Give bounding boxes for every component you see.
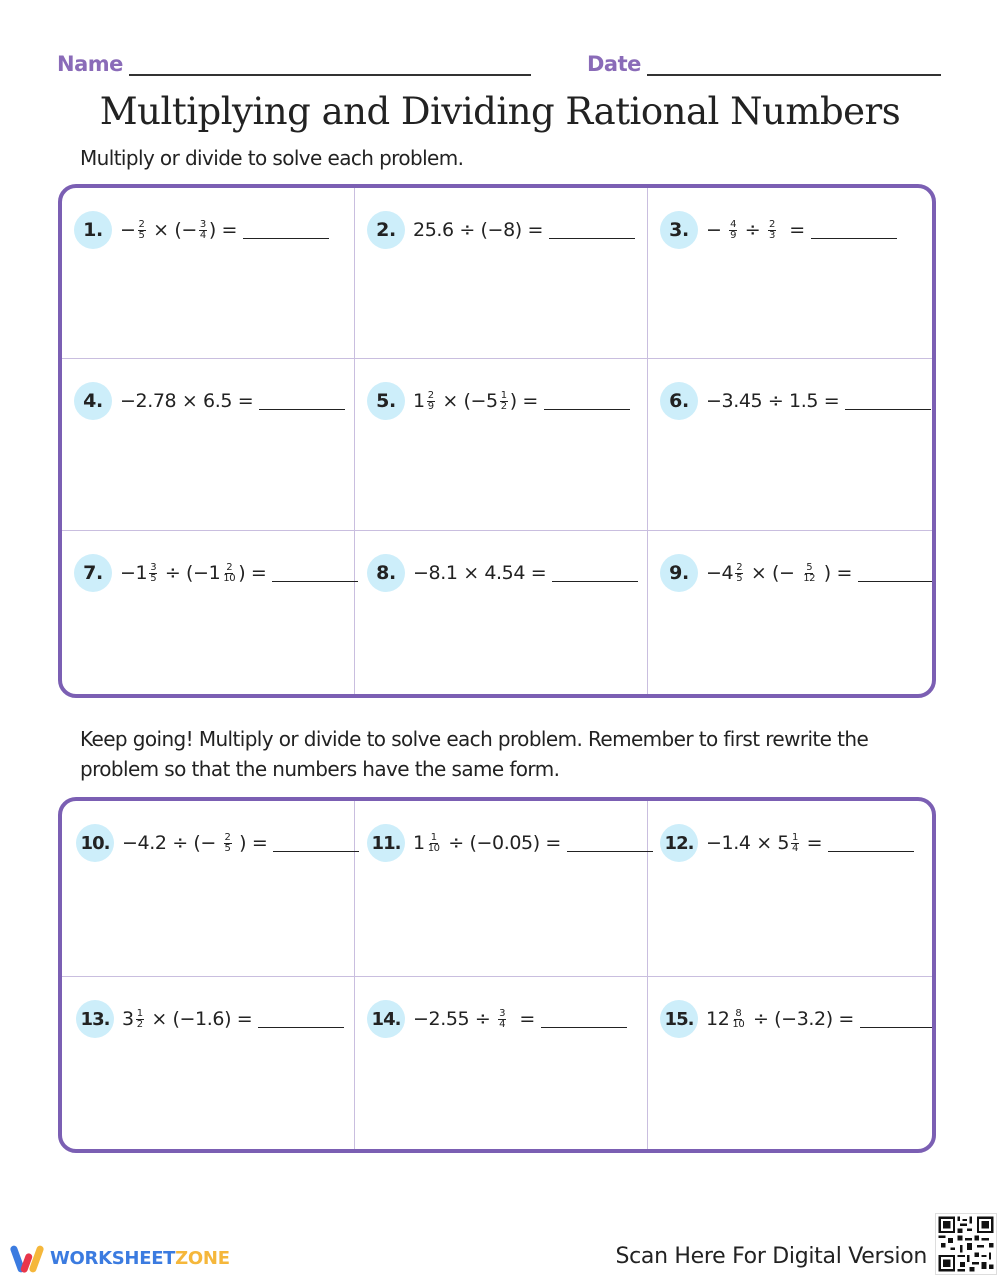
- problem-number-badge: 14.: [367, 1000, 405, 1038]
- problem-5: [367, 382, 630, 420]
- problem-cell: [648, 801, 936, 977]
- date-label: Date: [587, 52, 641, 76]
- problem-6: [660, 382, 931, 420]
- answer-blank[interactable]: [845, 393, 931, 410]
- name-input-line[interactable]: [129, 52, 531, 76]
- problem-cell: [355, 801, 648, 977]
- answer-blank[interactable]: [544, 393, 630, 410]
- problem-expression: − 8.1 × 4.54 =: [413, 562, 547, 584]
- answer-blank[interactable]: [811, 222, 897, 239]
- answer-blank[interactable]: [860, 1011, 936, 1028]
- section2-instruction: Keep going! Multiply or divide to solve each problem. Remember to first rewrite the problem so that the numbers have the same form.: [80, 727, 869, 781]
- name-field: [57, 52, 531, 76]
- problem-number-badge: 11.: [367, 824, 405, 862]
- problem-expression: 3 $\frac{1}{2}$ × ( − 1.6 ) =: [122, 1007, 253, 1030]
- problem-expression: − 1 $\frac{3}{5}$ ÷ ( − 1 $\frac{2}{10}$ ) =: [120, 561, 267, 584]
- problem-10: [76, 824, 359, 862]
- problem-number-badge: 3.: [660, 211, 698, 249]
- problem-3: [660, 211, 897, 249]
- problem-cell: [355, 188, 648, 359]
- problem-number-badge: 7.: [74, 554, 112, 592]
- problem-number-badge: 6.: [660, 382, 698, 420]
- problem-cell: [355, 359, 648, 531]
- problem-expression: − 4 $\frac{2}{5}$ × ( − $\frac{5}{12}$ ) =: [706, 561, 852, 584]
- brand-logo[interactable]: [10, 1243, 230, 1273]
- problem-grid-2: [58, 797, 936, 1153]
- problem-cell: [648, 531, 936, 698]
- date-field: [587, 52, 941, 76]
- problem-number-badge: 8.: [367, 554, 405, 592]
- answer-blank[interactable]: [243, 222, 329, 239]
- problem-number-badge: 10.: [76, 824, 114, 862]
- problem-expression: − 2.78 × 6.5 =: [120, 390, 254, 412]
- scan-instruction: Scan Here For Digital Version: [615, 1244, 927, 1269]
- problem-number-badge: 1.: [74, 211, 112, 249]
- problem-11: [367, 824, 653, 862]
- problem-14: [367, 1000, 627, 1038]
- problem-number-badge: 4.: [74, 382, 112, 420]
- problem-cell: [62, 359, 355, 531]
- problem-expression: − $\frac{2}{5}$ × ( − $\frac{3}{4}$ ) =: [120, 218, 238, 241]
- problem-expression: − 1.4 × 5 $\frac{1}{4}$ =: [706, 831, 823, 854]
- problem-12: [660, 824, 914, 862]
- name-label: Name: [57, 52, 123, 76]
- problem-7: [74, 554, 358, 592]
- problem-grid-1: [58, 184, 936, 698]
- problem-15: [660, 1000, 936, 1038]
- problem-8: [367, 554, 638, 592]
- answer-blank[interactable]: [273, 835, 359, 852]
- problem-number-badge: 12.: [660, 824, 698, 862]
- answer-blank[interactable]: [549, 222, 635, 239]
- section1-instruction: Multiply or divide to solve each problem.: [80, 146, 464, 170]
- problem-cell: [62, 188, 355, 359]
- answer-blank[interactable]: [828, 835, 914, 852]
- answer-blank[interactable]: [552, 565, 638, 582]
- date-input-line[interactable]: [647, 52, 941, 76]
- problem-expression: 12 $\frac{8}{10}$ ÷ ( − 3.2 ) =: [706, 1007, 854, 1030]
- answer-blank[interactable]: [541, 1011, 627, 1028]
- problem-13: [76, 1000, 344, 1038]
- problem-4: [74, 382, 345, 420]
- problem-1: [74, 211, 329, 249]
- problem-number-badge: 9.: [660, 554, 698, 592]
- problem-cell: [62, 977, 355, 1153]
- problem-cell: [62, 801, 355, 977]
- problem-expression: 1 $\frac{1}{10}$ ÷ ( − 0.05 ) =: [413, 831, 561, 854]
- answer-blank[interactable]: [858, 565, 936, 582]
- problem-expression: 25.6 ÷ ( − 8 ) =: [413, 219, 543, 241]
- problem-expression: 1 $\frac{2}{9}$ × ( − 5 $\frac{1}{2}$ ) =: [413, 389, 538, 412]
- problem-number-badge: 13.: [76, 1000, 114, 1038]
- problem-expression: − $\frac{4}{9}$ ÷ $\frac{2}{3}$ =: [706, 218, 805, 241]
- problem-cell: [648, 359, 936, 531]
- header-row: [57, 52, 937, 82]
- answer-blank[interactable]: [259, 393, 345, 410]
- problem-expression: − 2.55 ÷ $\frac{3}{4}$ =: [413, 1007, 535, 1030]
- answer-blank[interactable]: [567, 835, 653, 852]
- problem-cell: [648, 188, 936, 359]
- answer-blank[interactable]: [258, 1011, 344, 1028]
- answer-blank[interactable]: [272, 565, 358, 582]
- problem-number-badge: 15.: [660, 1000, 698, 1038]
- problem-cell: [648, 977, 936, 1153]
- problem-number-badge: 5.: [367, 382, 405, 420]
- problem-9: [660, 554, 936, 592]
- qr-code-icon[interactable]: [935, 1213, 997, 1275]
- worksheet-zone-logo-icon: [10, 1243, 46, 1273]
- problem-cell: [355, 531, 648, 698]
- problem-2: [367, 211, 635, 249]
- problem-expression: − 4.2 ÷ ( − $\frac{2}{5}$ ) =: [122, 831, 268, 854]
- brand-name: WORKSHEETZONE: [50, 1247, 230, 1269]
- page-title: Multiplying and Dividing Rational Numbers: [99, 90, 901, 133]
- problem-expression: − 3.45 ÷ 1.5 =: [706, 390, 840, 412]
- problem-number-badge: 2.: [367, 211, 405, 249]
- problem-cell: [355, 977, 648, 1153]
- problem-cell: [62, 531, 355, 698]
